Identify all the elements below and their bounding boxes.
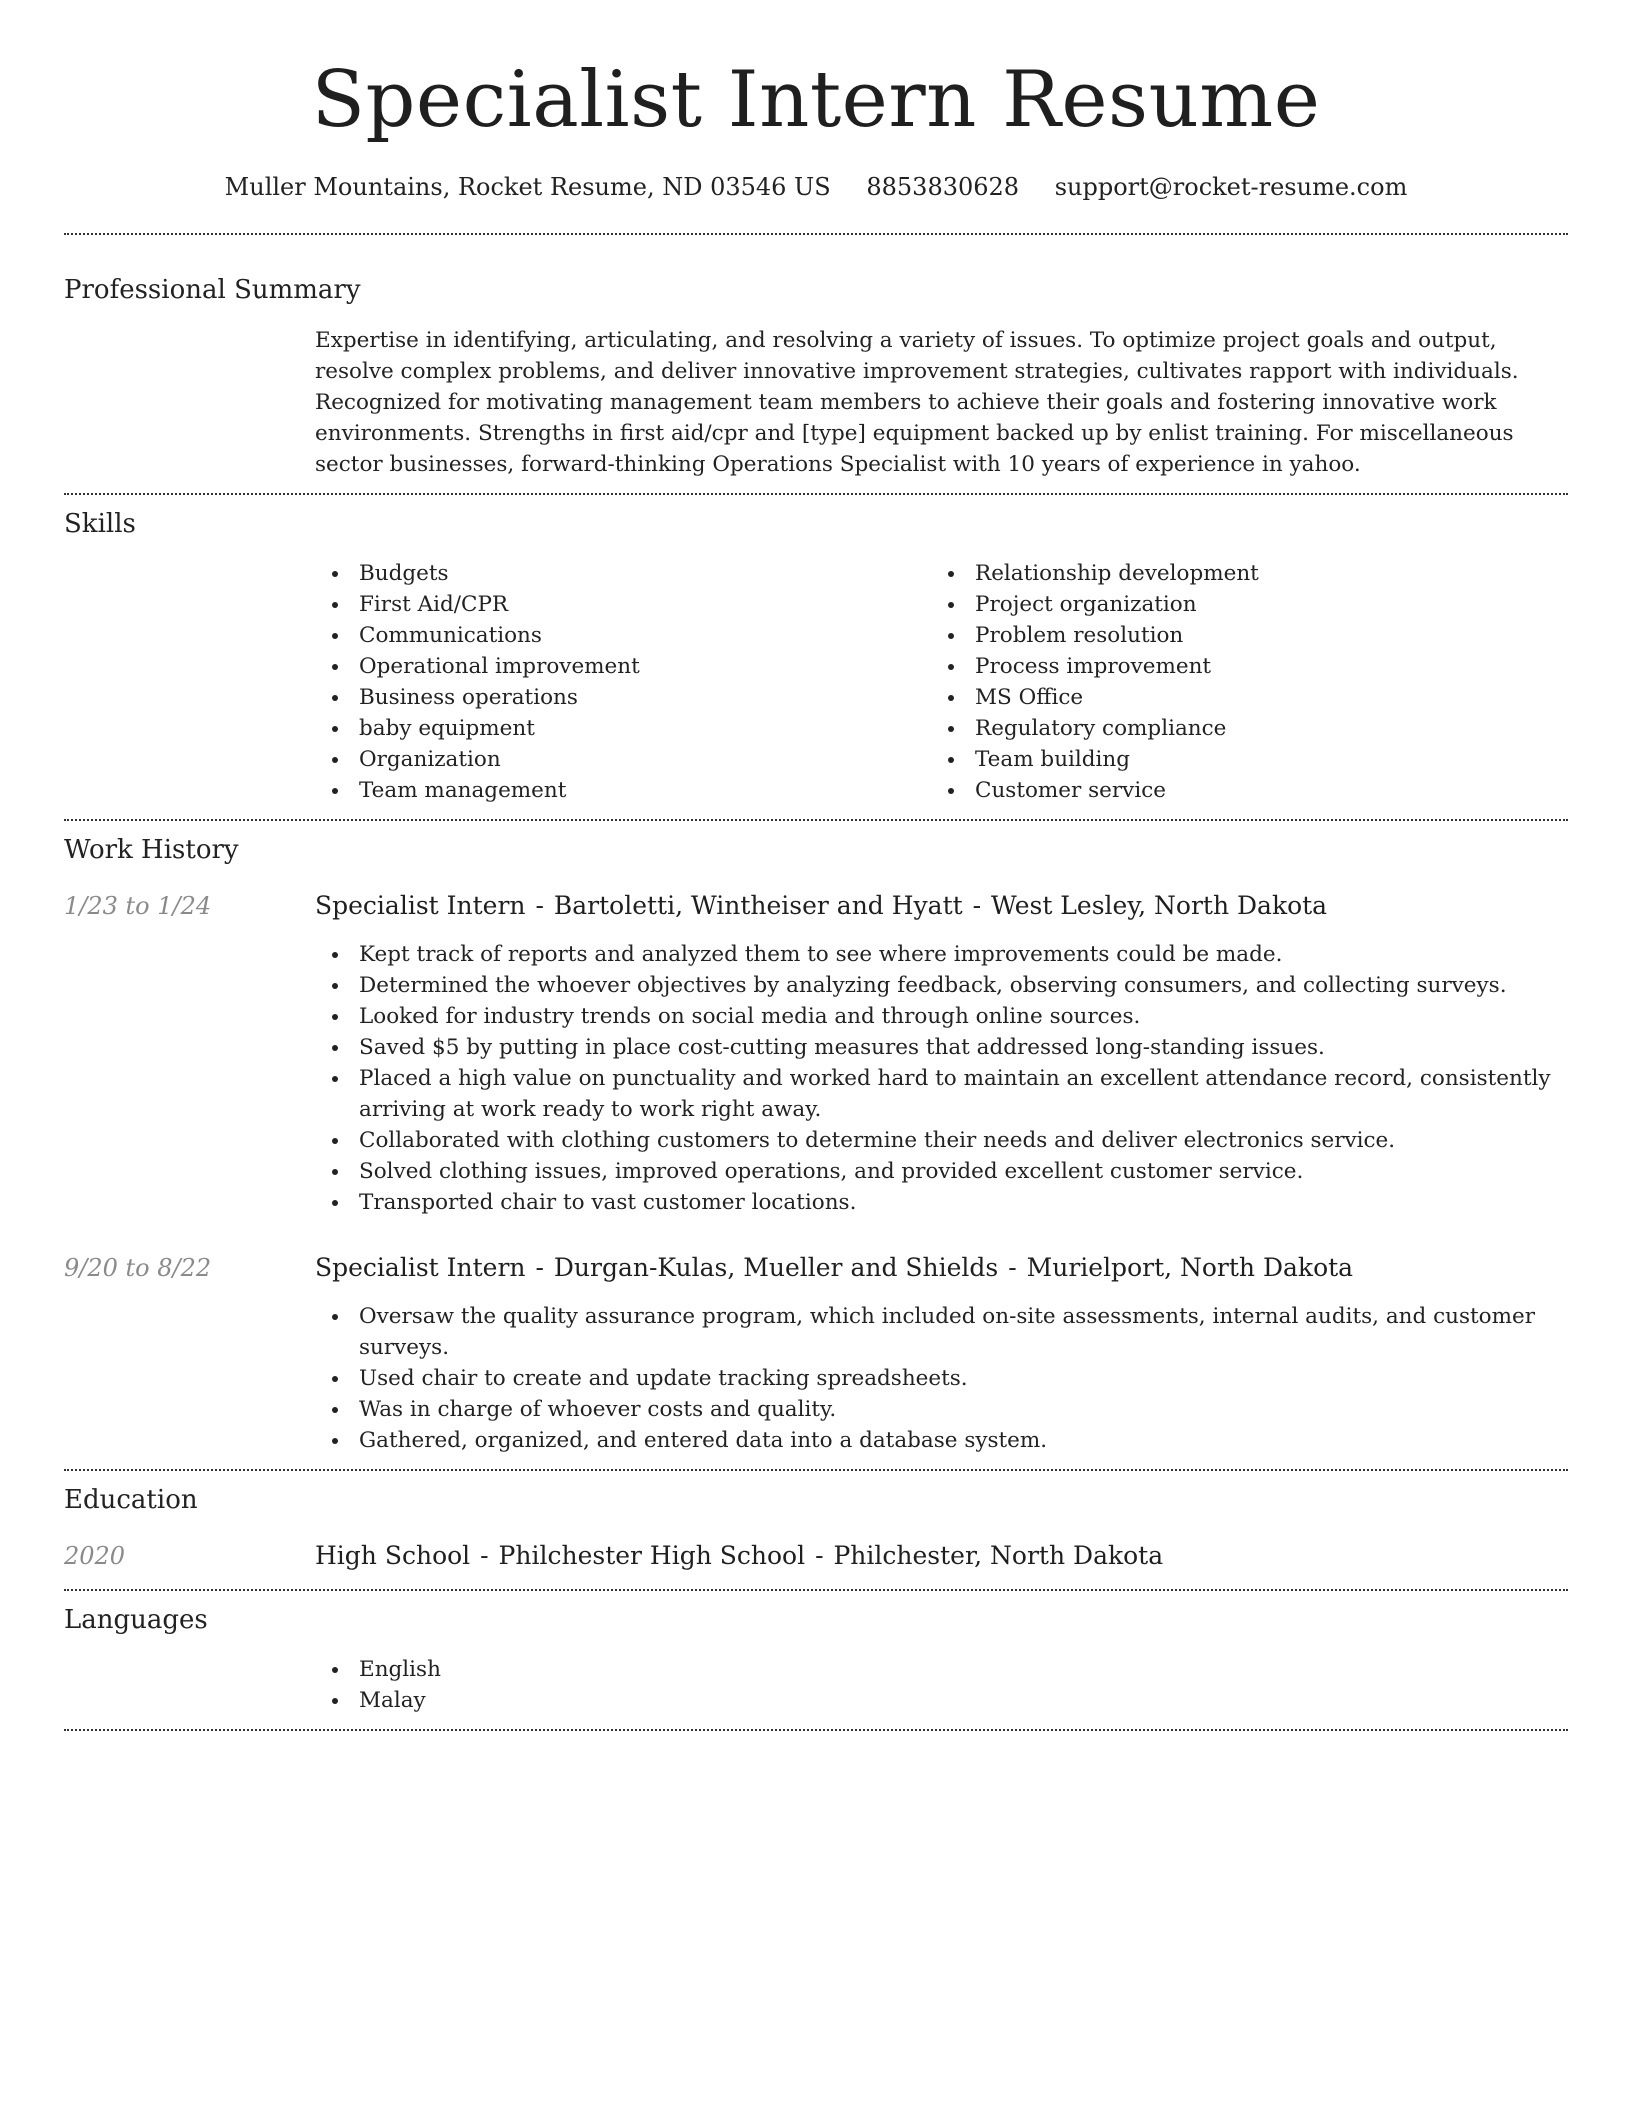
contact-email: support@rocket-resume.com [1054,173,1408,201]
section-heading-work: Work History [64,835,239,865]
job-title: Specialist Intern [315,1253,526,1282]
skill-item: Project organization [975,589,1547,620]
education-heading [315,1540,1568,1572]
education-degree: High School [315,1541,471,1570]
job-bullet: Looked for industry trends on social media and through online sources. [359,1001,1568,1032]
section-heading-skills: Skills [64,509,136,539]
skill-item: Communications [359,620,931,651]
job-bullet: Solved clothing issues, improved operations, and provided excellent customer service. [359,1156,1568,1187]
language-item: Malay [359,1685,1568,1716]
skills-column-left [315,558,931,806]
work-history-section [64,821,1568,1456]
skill-item: Problem resolution [975,620,1547,651]
job-bullet: Kept track of reports and analyzed them to see where improvements could be made. [359,939,1568,970]
skills-section [64,495,1568,806]
separator: - [815,1541,824,1570]
job-bullet: Was in charge of whoever costs and quality. [359,1394,1568,1425]
skill-item: MS Office [975,682,1547,713]
job-bullet: Used chair to create and update tracking spreadsheets. [359,1363,1568,1394]
skills-grid [315,558,1568,806]
separator: - [972,891,982,920]
separator: - [535,891,544,920]
section-divider [64,1729,1568,1731]
job-location: Murielport, North Dakota [1026,1253,1354,1282]
separator: - [1008,1253,1017,1282]
section-heading-education: Education [64,1485,198,1515]
contact-address: Muller Mountains, Rocket Resume, ND 03546 US [224,173,831,201]
skill-item: Customer service [975,775,1547,806]
skill-item: Process improvement [975,651,1547,682]
skill-item: First Aid/CPR [359,589,931,620]
resume-title: Specialist Intern Resume [311,55,1321,145]
job-company: Durgan-Kulas, Mueller and Shields [553,1253,999,1282]
job-heading [315,1252,1568,1284]
summary-text: Expertise in identifying, articulating, and resolving a variety of issues. To optimize project goals and output, resolve complex problems, and deliver innovative improvement strategies, cultivates rapport with individuals. Recognized for motivating management team members to achieve their goals and fostering innovative work environments. Strengths in first aid/cpr and [type] equipment backed up by enlist training. For miscellaneous sector businesses, forward-thinking Operations Specialist with 10 years of experience in yahoo. [315,328,1519,477]
skill-item: Budgets [359,558,931,589]
skill-item: Team building [975,744,1547,775]
job-heading [315,890,1568,922]
education-year: 2020 [64,1542,126,1570]
job-bullet: Oversaw the quality assurance program, which included on-site assessments, internal audits, and customer surveys. [359,1301,1568,1363]
skill-item: Relationship development [975,558,1547,589]
job-location: West Lesley, North Dakota [991,891,1328,920]
skill-item: Operational improvement [359,651,931,682]
job-bullet: Determined the whoever objectives by analyzing feedback, observing consumers, and collecting surveys. [359,970,1568,1001]
job-dates: 9/20 to 8/22 [64,1254,212,1282]
job-bullet: Saved $5 by putting in place cost-cutting measures that addressed long-standing issues. [359,1032,1568,1063]
skill-item: Team management [359,775,931,806]
job-bullet: Transported chair to vast customer locations. [359,1187,1568,1218]
job-dates: 1/23 to 1/24 [64,892,212,920]
job-bullet: Gathered, organized, and entered data into a database system. [359,1425,1568,1456]
skills-column-right [931,558,1547,806]
education-section [64,1471,1568,1572]
skill-item: Regulatory compliance [975,713,1547,744]
section-heading-languages: Languages [64,1605,208,1635]
language-item: English [359,1654,1568,1685]
job-title: Specialist Intern [315,891,526,920]
skill-item: baby equipment [359,713,931,744]
skill-item: Business operations [359,682,931,713]
languages-section [64,1591,1568,1716]
job-bullet: Collaborated with clothing customers to determine their needs and deliver electronics service. [359,1125,1568,1156]
contact-info [64,171,1568,203]
education-entry [64,1540,1568,1572]
job-company: Bartoletti, Wintheiser and Hyatt [553,891,963,920]
job-entry [64,890,1568,1218]
education-school: Philchester High School [498,1541,806,1570]
separator: - [535,1253,544,1282]
education-location: Philchester, North Dakota [833,1541,1164,1570]
section-heading-summary: Professional Summary [64,275,361,305]
job-bullet: Placed a high value on punctuality and worked hard to maintain an excellent attendance record, consistently arriving at work ready to work right away. [359,1063,1568,1125]
contact-phone: 8853830628 [866,173,1020,201]
job-entry [64,1252,1568,1456]
separator: - [480,1541,489,1570]
skill-item: Organization [359,744,931,775]
summary-section [64,235,1568,480]
